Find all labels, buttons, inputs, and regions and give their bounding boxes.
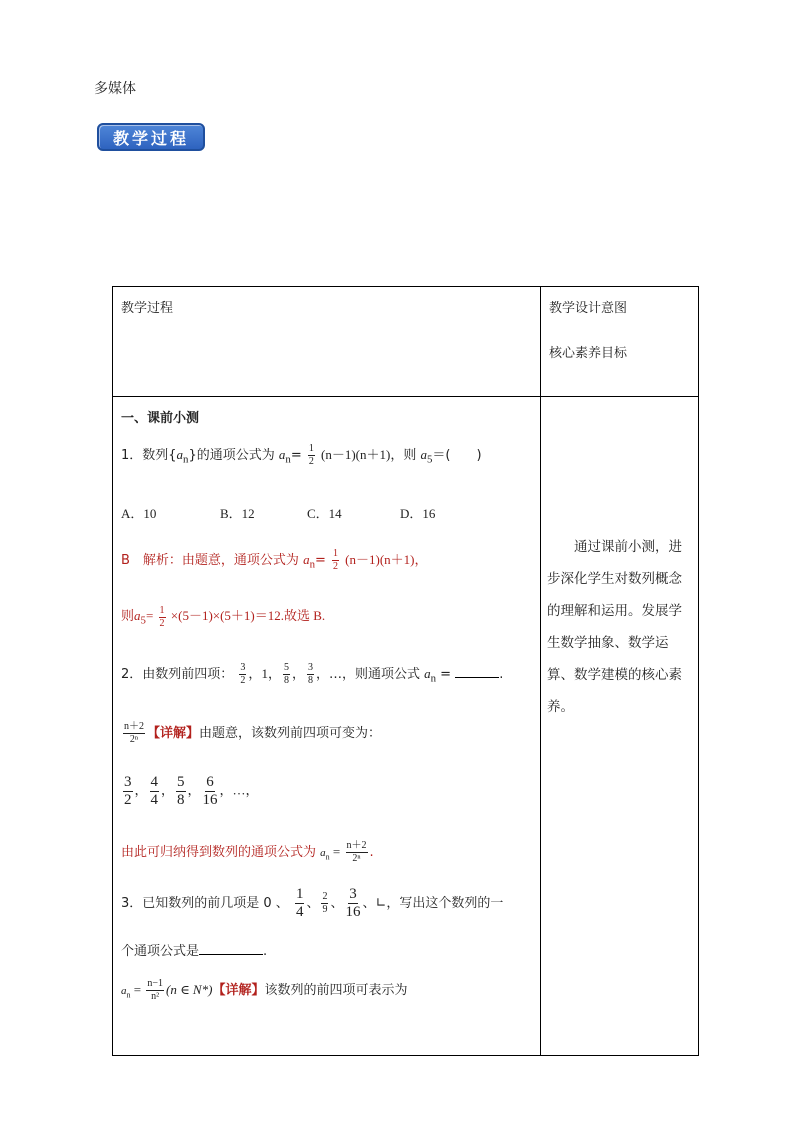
col2-header-line2: 核心素养目标 <box>549 346 628 361</box>
q2-conclusion: 由此可归纳得到数列的通项公式为 $a_n$ = $\frac{n+2}{\text{2ⁿ}}$ . <box>121 840 374 864</box>
q2-question: 2．由数列前四项： $\frac{3}{2}$ ，1， $\frac{5}{8}$ ， $\frac{3}{8}$ ，…，则通项公式 $a_n$ = . <box>121 662 504 686</box>
q1-question: 1．数列$\{a_n\}$的通项公式为 $a_n=$ $\frac{1}{2}$ (n－1)(n＋1)，则 $a_5=$( ) <box>121 443 482 467</box>
q1-option-c: C．14 <box>307 506 342 521</box>
q1-option-b: B．12 <box>220 506 255 521</box>
lesson-table <box>112 286 699 1056</box>
q2-answer-blank <box>455 665 499 678</box>
design-intent-text: 通过课前小测，进步深化学生对数列概念的理解和运用。发展学生数学抽象、数学运算、数学建模的核心素养。 <box>547 539 682 715</box>
col1-header: 教学过程 <box>113 287 541 397</box>
section-title: 一、课前小测 <box>121 411 200 426</box>
table-body-row <box>113 397 699 1056</box>
top-label: 多媒体 <box>94 81 136 97</box>
q1-option-d: D．16 <box>400 506 436 521</box>
design-intent-cell <box>541 397 699 1056</box>
q3-answer-blank <box>199 942 263 955</box>
section-badge: 教学过程 <box>97 123 205 151</box>
col2-header-line1: 教学设计意图 <box>549 301 628 316</box>
q3-question-line2: 个通项公式是 . <box>121 944 268 959</box>
q2-detail: $\frac{n+2}{\text{2ⁿ}}$ 【详解】由题意，该数列前四项可变为： <box>124 721 382 745</box>
q1-answer: B 解析：由题意，通项公式为 $a_n=$ $\frac{1}{2}$ (n－1)(n＋1)， <box>121 548 428 572</box>
q2-sequence: $\frac{3}{2}$ ， $\frac{4}{4}$ ， $\frac{5}{8}$ ， $\frac{6}{16}$ ，…， <box>124 774 259 808</box>
q1-answer-line2: 则$a_5=$ $\frac{1}{2}$ ×(5－1)×(5＋1)＝12.故选 B. <box>121 604 326 629</box>
teaching-process-cell <box>113 397 541 1056</box>
q3-question: 3．已知数列的前几项是 0 、 $\frac{1}{4}$ 、 $\frac{2}{9}$ 、 $\frac{3}{16}$ 、∟，写出这个数列的一 <box>121 886 504 920</box>
q2-answer-fraction: $\frac{n+2}{\text{2ⁿ}}$ <box>124 721 144 745</box>
q1-half-fraction: $\frac{1}{2}$ <box>308 443 314 467</box>
col2-header <box>541 287 699 397</box>
q1-option-a: A．10 <box>121 506 157 521</box>
q3-detail: $a_n$ = $\frac{n-1}{\text{n²}}$ (n ∈ N*)【详解】该数列的前四项可表示为 <box>121 978 408 1002</box>
table-header-row <box>113 287 699 397</box>
